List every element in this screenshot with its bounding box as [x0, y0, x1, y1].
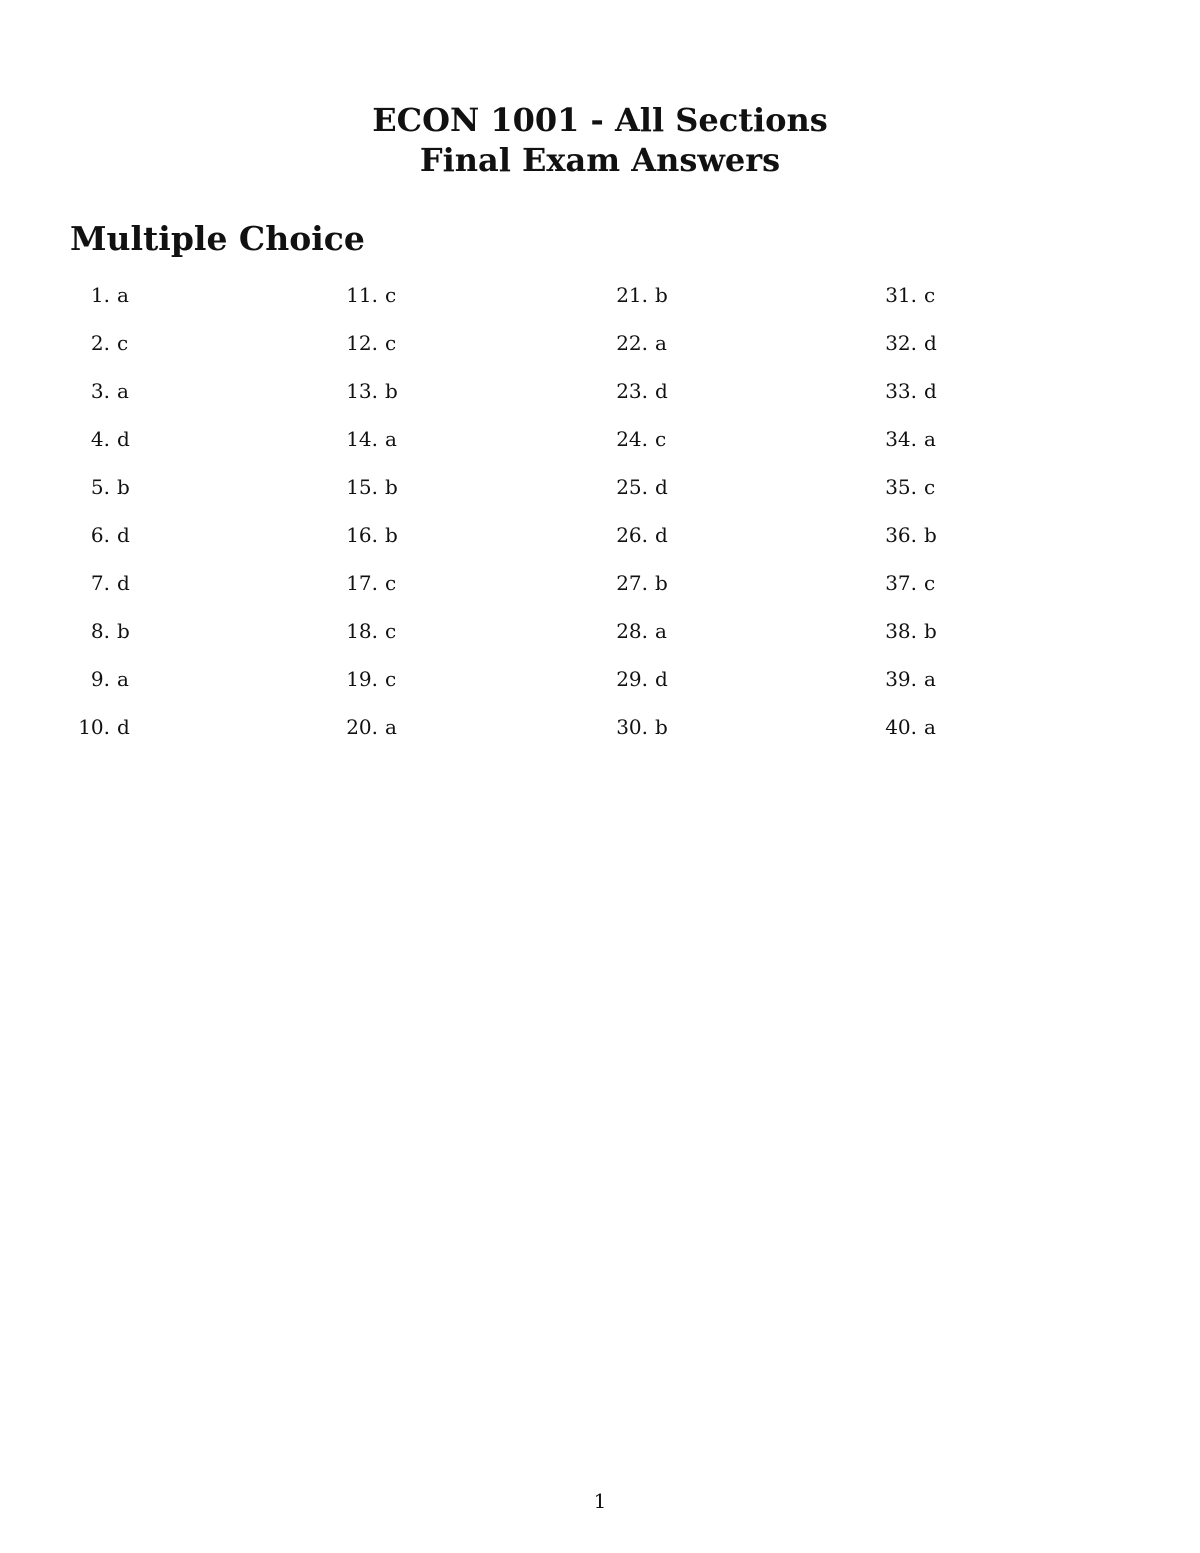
question-number: 27.	[616, 571, 648, 595]
answer-letter: b	[385, 523, 398, 547]
answer-item	[338, 568, 396, 598]
question-number: 21.	[616, 283, 648, 307]
answer-item	[877, 376, 937, 406]
answer-item	[338, 616, 396, 646]
answer-item	[877, 472, 935, 502]
question-number: 17.	[346, 571, 378, 595]
question-number: 29.	[616, 667, 648, 691]
question-number: 23.	[616, 379, 648, 403]
answer-letter: d	[655, 523, 668, 547]
answer-letter: b	[385, 379, 398, 403]
answer-item	[338, 424, 397, 454]
answer-letter: b	[924, 619, 937, 643]
answer-letter: d	[655, 667, 668, 691]
answer-letter: d	[117, 715, 130, 739]
answer-letter: c	[924, 571, 936, 595]
question-number: 14.	[346, 427, 378, 451]
answer-letter: a	[924, 427, 936, 451]
answer-letter: a	[117, 379, 129, 403]
answer-letter: c	[385, 283, 397, 307]
answer-letter: c	[924, 283, 936, 307]
question-number: 10.	[78, 715, 110, 739]
answer-letter: d	[117, 523, 130, 547]
answer-letter: d	[655, 475, 668, 499]
answer-item	[608, 712, 668, 742]
answer-item	[608, 664, 668, 694]
answer-item	[608, 520, 668, 550]
question-number: 37.	[885, 571, 917, 595]
answer-letter: b	[655, 715, 668, 739]
answer-letter: a	[924, 667, 936, 691]
question-number: 11.	[346, 283, 378, 307]
answer-letter: b	[655, 571, 668, 595]
answer-letter: d	[117, 427, 130, 451]
question-number: 1.	[90, 283, 110, 307]
answer-item	[70, 664, 129, 694]
question-number: 6.	[90, 523, 110, 547]
answer-item	[338, 280, 396, 310]
answer-item	[608, 568, 668, 598]
answer-item	[338, 472, 398, 502]
answer-item	[608, 376, 668, 406]
answer-item	[877, 520, 937, 550]
question-number: 2.	[90, 331, 110, 355]
answer-item	[70, 424, 130, 454]
answer-letter: d	[655, 379, 668, 403]
answer-item	[338, 520, 398, 550]
question-number: 31.	[885, 283, 917, 307]
answer-item	[70, 616, 130, 646]
answer-item	[877, 664, 936, 694]
question-number: 16.	[346, 523, 378, 547]
section-heading-multiple-choice: Multiple Choice	[70, 219, 365, 258]
question-number: 36.	[885, 523, 917, 547]
answer-letter: c	[385, 571, 397, 595]
answer-item	[608, 472, 668, 502]
answer-item	[608, 328, 667, 358]
question-number: 33.	[885, 379, 917, 403]
answer-letter: b	[655, 283, 668, 307]
answer-item	[70, 472, 130, 502]
title-line-exam: Final Exam Answers	[419, 141, 781, 179]
question-number: 28.	[616, 619, 648, 643]
question-number: 9.	[90, 667, 110, 691]
question-number: 8.	[90, 619, 110, 643]
answer-item	[70, 520, 130, 550]
question-number: 7.	[90, 571, 110, 595]
question-number: 3.	[90, 379, 110, 403]
answer-letter: b	[117, 619, 130, 643]
answer-item	[877, 328, 937, 358]
document-title	[0, 100, 1200, 180]
answer-letter: c	[117, 331, 129, 355]
question-number: 26.	[616, 523, 648, 547]
answer-item	[70, 280, 129, 310]
question-number: 39.	[885, 667, 917, 691]
answer-letter: a	[385, 715, 397, 739]
answer-item	[877, 280, 935, 310]
question-number: 32.	[885, 331, 917, 355]
question-number: 5.	[90, 475, 110, 499]
answer-item	[608, 616, 667, 646]
answer-letter: d	[924, 379, 937, 403]
answer-letter: a	[655, 619, 667, 643]
answer-item	[608, 280, 668, 310]
answer-item	[70, 712, 130, 742]
answer-item	[608, 424, 666, 454]
question-number: 15.	[346, 475, 378, 499]
answer-letter: b	[117, 475, 130, 499]
answer-letter: d	[924, 331, 937, 355]
answer-item	[877, 712, 936, 742]
question-number: 30.	[616, 715, 648, 739]
answer-letter: d	[117, 571, 130, 595]
question-number: 34.	[885, 427, 917, 451]
question-number: 12.	[346, 331, 378, 355]
answer-item	[338, 328, 396, 358]
question-number: 40.	[885, 715, 917, 739]
answer-letter: c	[924, 475, 936, 499]
answer-letter: c	[655, 427, 667, 451]
answer-letter: a	[655, 331, 667, 355]
answer-item	[70, 328, 128, 358]
question-number: 22.	[616, 331, 648, 355]
answer-item	[70, 568, 130, 598]
page-number: 1	[593, 1489, 607, 1513]
answer-letter: a	[924, 715, 936, 739]
question-number: 35.	[885, 475, 917, 499]
question-number: 20.	[346, 715, 378, 739]
answer-item	[338, 712, 397, 742]
answer-letter: a	[117, 283, 129, 307]
answer-letter: b	[924, 523, 937, 547]
question-number: 25.	[616, 475, 648, 499]
answer-item	[338, 376, 398, 406]
answer-item	[70, 376, 129, 406]
question-number: 38.	[885, 619, 917, 643]
answer-letter: c	[385, 619, 397, 643]
answer-letter: a	[385, 427, 397, 451]
question-number: 19.	[346, 667, 378, 691]
question-number: 13.	[346, 379, 378, 403]
answer-letter: a	[117, 667, 129, 691]
answer-item	[338, 664, 396, 694]
answer-letter: c	[385, 667, 397, 691]
answer-item	[877, 568, 935, 598]
question-number: 18.	[346, 619, 378, 643]
title-line-course: ECON 1001 - All Sections	[372, 101, 828, 139]
question-number: 24.	[616, 427, 648, 451]
answer-letter: c	[385, 331, 397, 355]
answer-letter: b	[385, 475, 398, 499]
answer-item	[877, 616, 937, 646]
answer-item	[877, 424, 936, 454]
question-number: 4.	[90, 427, 110, 451]
